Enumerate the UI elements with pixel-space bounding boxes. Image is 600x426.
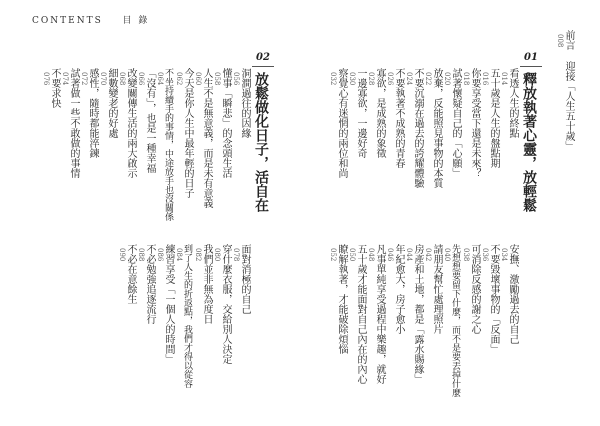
toc-entry[interactable]: 人生不是無意義，而是未有意義 060: [194, 68, 212, 208]
toc-entry[interactable]: 房產和土地，都是「露水賜緣」 044: [405, 244, 423, 384]
toc-entry[interactable]: 不要毀壞事物的「反面」 036: [481, 244, 499, 354]
page-number: 064: [156, 72, 164, 86]
page-number: 018: [462, 72, 470, 86]
page-number: 070: [99, 72, 107, 86]
toc-entry[interactable]: 洞澗過往的因緣 056: [232, 68, 250, 138]
toc-entry[interactable]: 不必在意餘生 090: [118, 244, 136, 304]
toc-entry[interactable]: 不坐持續手的事情，中途放手也沒關係 064: [156, 68, 173, 221]
page-number: 058: [213, 72, 221, 86]
page-number: 072: [80, 72, 88, 86]
page-number: 088: [137, 248, 145, 262]
chapter-number: 01: [524, 52, 538, 63]
toc-entry[interactable]: 感性，隨時都能淬鍊 072: [80, 68, 98, 158]
toc-entry[interactable]: 一邊寡欲，一邊好奇 030: [348, 68, 366, 158]
page-number: 024: [405, 72, 413, 86]
toc-entry[interactable]: 改變關傳生活的兩大啟示 068: [118, 68, 136, 178]
page-number: 084: [175, 248, 183, 262]
toc-entry[interactable]: 可消除反感的謝之心 038: [462, 244, 480, 334]
toc-entry[interactable]: 懂事「瞬悲」的念頭生活 058: [213, 68, 231, 178]
toc-entry[interactable]: 五十歲才能面對自己內在的內心 050: [348, 244, 366, 384]
chapter-rule: [520, 66, 542, 67]
preface-page: 008: [556, 34, 564, 48]
page-number: 066: [137, 72, 145, 86]
toc-entry[interactable]: 看透人生的終點 014: [500, 68, 518, 138]
page-number: 078: [232, 248, 240, 262]
toc-entry[interactable]: 試著懷疑自己的「心願」 020: [443, 68, 461, 178]
toc-entry[interactable]: 寡欲，是成熟的象徵 028: [367, 68, 385, 158]
toc-entry[interactable]: 察覺心有迷惘的兩位和尚 032: [329, 68, 347, 178]
chapter-number: 02: [256, 52, 270, 63]
toc-entry[interactable]: 不要執著不成熟的青春 026: [386, 68, 404, 168]
toc-entry[interactable]: 細數變老的好處 070: [99, 68, 117, 138]
toc-entry[interactable]: 不要沉溺在過去的誇耀體驗 024: [405, 68, 423, 188]
page-number: 030: [348, 72, 356, 86]
page-number: 050: [348, 248, 356, 262]
chapter-title: 放鬆做化日子，活自在: [253, 72, 269, 212]
page-number: 076: [42, 72, 50, 86]
page-number: 040: [443, 248, 451, 262]
toc-entry[interactable]: 試著做一些不敢做的事情 074: [61, 68, 79, 178]
page-number: 046: [386, 248, 394, 262]
page-number: 044: [405, 248, 413, 262]
page-number: 074: [61, 72, 69, 86]
toc-entry[interactable]: 不要求快 076: [42, 68, 60, 108]
page-number: 062: [175, 72, 183, 86]
page-number: 020: [443, 72, 451, 86]
toc-entry[interactable]: 五十歲是人生的盤點期 016: [481, 68, 499, 168]
page-number: 034: [500, 248, 508, 262]
page-number: 060: [194, 72, 202, 86]
toc-entry[interactable]: 今天是你人生中最年輕的日子 062: [175, 68, 193, 198]
toc-entry[interactable]: 我們並非無為度日 082: [194, 244, 212, 324]
contents-header: [32, 13, 149, 26]
page-number: 042: [424, 248, 432, 262]
page-number: 038: [462, 248, 470, 262]
toc-entry[interactable]: 瞭解執著，才能破除煩惱 052: [329, 244, 347, 354]
toc-entry[interactable]: 「沒有」，也是一種幸福 066: [137, 68, 155, 173]
chapter-title: 釋放執著心靈，放輕鬆: [521, 72, 537, 212]
page-number: 022: [424, 72, 432, 86]
page-number: 048: [367, 248, 375, 262]
page-number: 052: [329, 248, 337, 262]
preface-title: 前言 迎接「人生五十歲」: [563, 30, 574, 151]
toc-entry[interactable]: 練習享受「一個人的時間」 086: [156, 244, 174, 364]
toc-entry[interactable]: 安撫、激勵過去的自己 034: [500, 244, 518, 344]
toc-entry[interactable]: 你要享受當下還是未來？ 018: [462, 68, 480, 178]
toc-entry[interactable]: 面對消極的自己 078: [232, 244, 250, 314]
header-en: CONTENTS: [32, 16, 103, 26]
toc-entry[interactable]: 放棄，反能照見事物的本質 022: [424, 68, 442, 188]
page-number: 090: [118, 248, 126, 262]
toc-entry[interactable]: 不必勉強追逐流行 088: [137, 244, 155, 324]
toc-entry-preface[interactable]: [556, 30, 573, 151]
page-number: 016: [481, 72, 489, 86]
page-number: 080: [213, 248, 221, 262]
page-number: 026: [386, 72, 394, 86]
page-number: 032: [329, 72, 337, 86]
toc-entry[interactable]: 穿什麼衣服，交給別人決定 080: [213, 244, 231, 364]
page-number: 028: [367, 72, 375, 86]
toc-entry[interactable]: 到了人生的折返點，我們才得以從容 084: [175, 244, 192, 388]
chapter-rule: [252, 66, 274, 67]
header-zh: 目 錄: [122, 16, 150, 26]
toc-entry[interactable]: 年紀愈大，房子愈小 046: [386, 244, 404, 334]
page-number: 056: [232, 72, 240, 86]
page-number: 014: [500, 72, 508, 86]
toc-entry[interactable]: 請朋友幫忙處理照片 042: [424, 244, 442, 334]
page-number: 068: [118, 72, 126, 86]
toc-entry[interactable]: 先想想要留下什麼，而不是要丟掉什麼 040: [443, 244, 460, 397]
page-number: 082: [194, 248, 202, 262]
page-number: 086: [156, 248, 164, 262]
page-number: 036: [481, 248, 489, 262]
toc-entry[interactable]: 凡事單純享受過程中樂趣，就好 048: [367, 244, 385, 384]
